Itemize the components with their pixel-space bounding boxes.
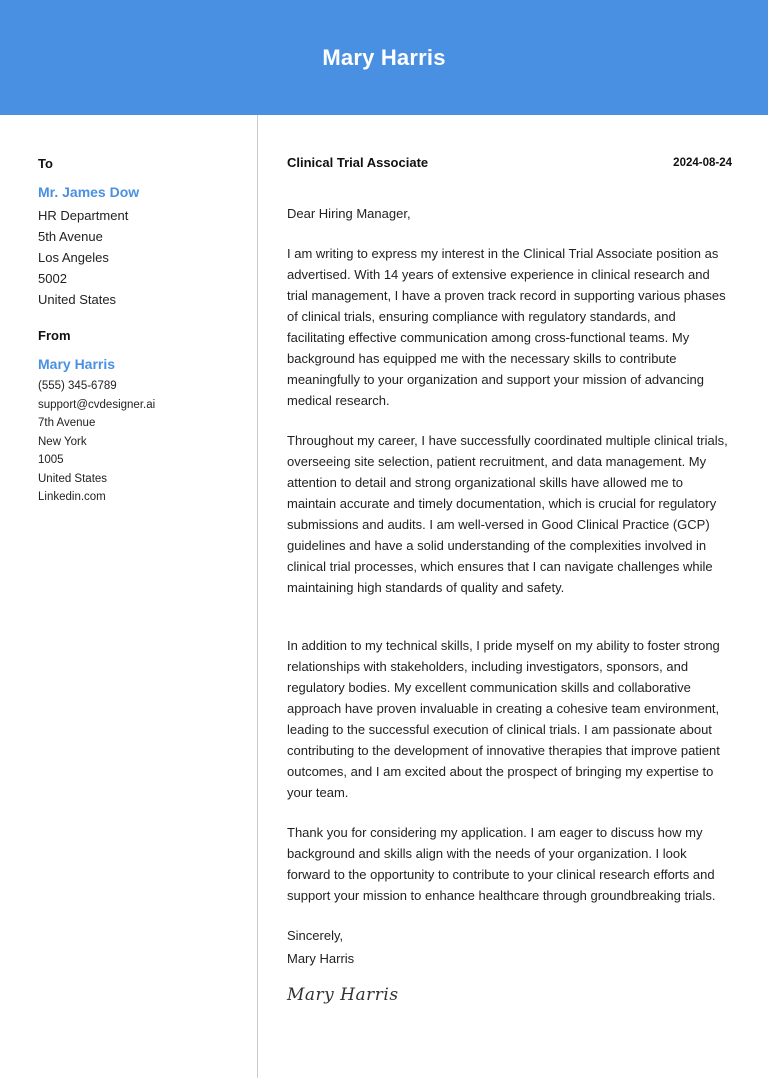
sender-city: New York [38, 435, 87, 448]
closing: Sincerely, [287, 928, 344, 943]
sender-phone: (555) 345-6789 [38, 380, 117, 392]
job-title: Clinical Trial Associate [287, 155, 429, 170]
greeting: Dear Hiring Manager, [287, 206, 411, 221]
applicant-name: Mary Harris [322, 44, 446, 70]
letter-title-row [287, 155, 732, 170]
recipient-department: HR Department [38, 208, 129, 223]
sender-country: United States [38, 472, 108, 485]
paragraph: Thank you for considering my application. I am eager to discuss how my background and skills align with the needs of your organization. I look forward to the opportunity to contribute to your clinical research efforts and support your mission to enhance healthcare through groundbreaking trials. [287, 825, 716, 903]
sender-name: Mary Harris [38, 356, 116, 372]
sender-linkedin: Linkedin.com [38, 491, 106, 503]
header-banner [0, 0, 768, 115]
signer-name: Mary Harris [287, 951, 355, 966]
recipient-name: Mr. James Dow [38, 184, 140, 200]
recipient-block [38, 156, 243, 310]
to-label: To [38, 156, 53, 171]
sender-zip: 1005 [38, 454, 64, 466]
recipient-street: 5th Avenue [38, 229, 103, 244]
signature: Mary Harris [287, 985, 399, 1005]
sidebar [38, 150, 243, 507]
from-label: From [38, 328, 71, 343]
paragraph: Throughout my career, I have successfully coordinated multiple clinical trials, overseeing site selection, patient recruitment, and data management. My attention to detail and strong organizational skills have allowed me to maintain accurate and timely documentation, which is crucial for regulatory submissions and audits. I am well-versed in Good Clinical Practice (GCP) guidelines and have a solid understanding of the complexities involved in clinical trial processes, which ensures that I can navigate challenges while maintaining high standards of quality and safety. [287, 433, 728, 595]
letter-body [287, 150, 732, 1005]
paragraph: I am writing to express my interest in the Clinical Trial Associate position as advertised. With 14 years of extensive experience in clinical research and trial management, I have a proven track record in supporting various phases of clinical trials, ensuring compliance with regulatory standards, and facilitating effective communication among cross-functional teams. My background has equipped me with the necessary skills to contribute meaningfully to your organization and support your mission of advancing medical research. [287, 246, 726, 408]
sender-street: 7th Avenue [38, 417, 96, 429]
recipient-country: United States [38, 292, 117, 307]
recipient-zip: 5002 [38, 271, 67, 286]
recipient-city: Los Angeles [38, 250, 109, 265]
column-divider [257, 115, 258, 1078]
sender-email: support@cvdesigner.ai [38, 398, 156, 411]
letter-date: 2024-08-24 [673, 156, 732, 169]
paragraph: In addition to my technical skills, I pride myself on my ability to foster strong relationships with stakeholders, including investigators, sponsors, and regulatory bodies. My excellent communication skills and collaborative approach have proven invaluable in creating a cohesive team environment, leading to the successful execution of clinical trials. I am passionate about contributing to the development of innovative therapies that improve patient outcomes, and I am excited about the prospect of bringing my expertise to your team. [287, 638, 720, 800]
sender-block [38, 328, 243, 507]
